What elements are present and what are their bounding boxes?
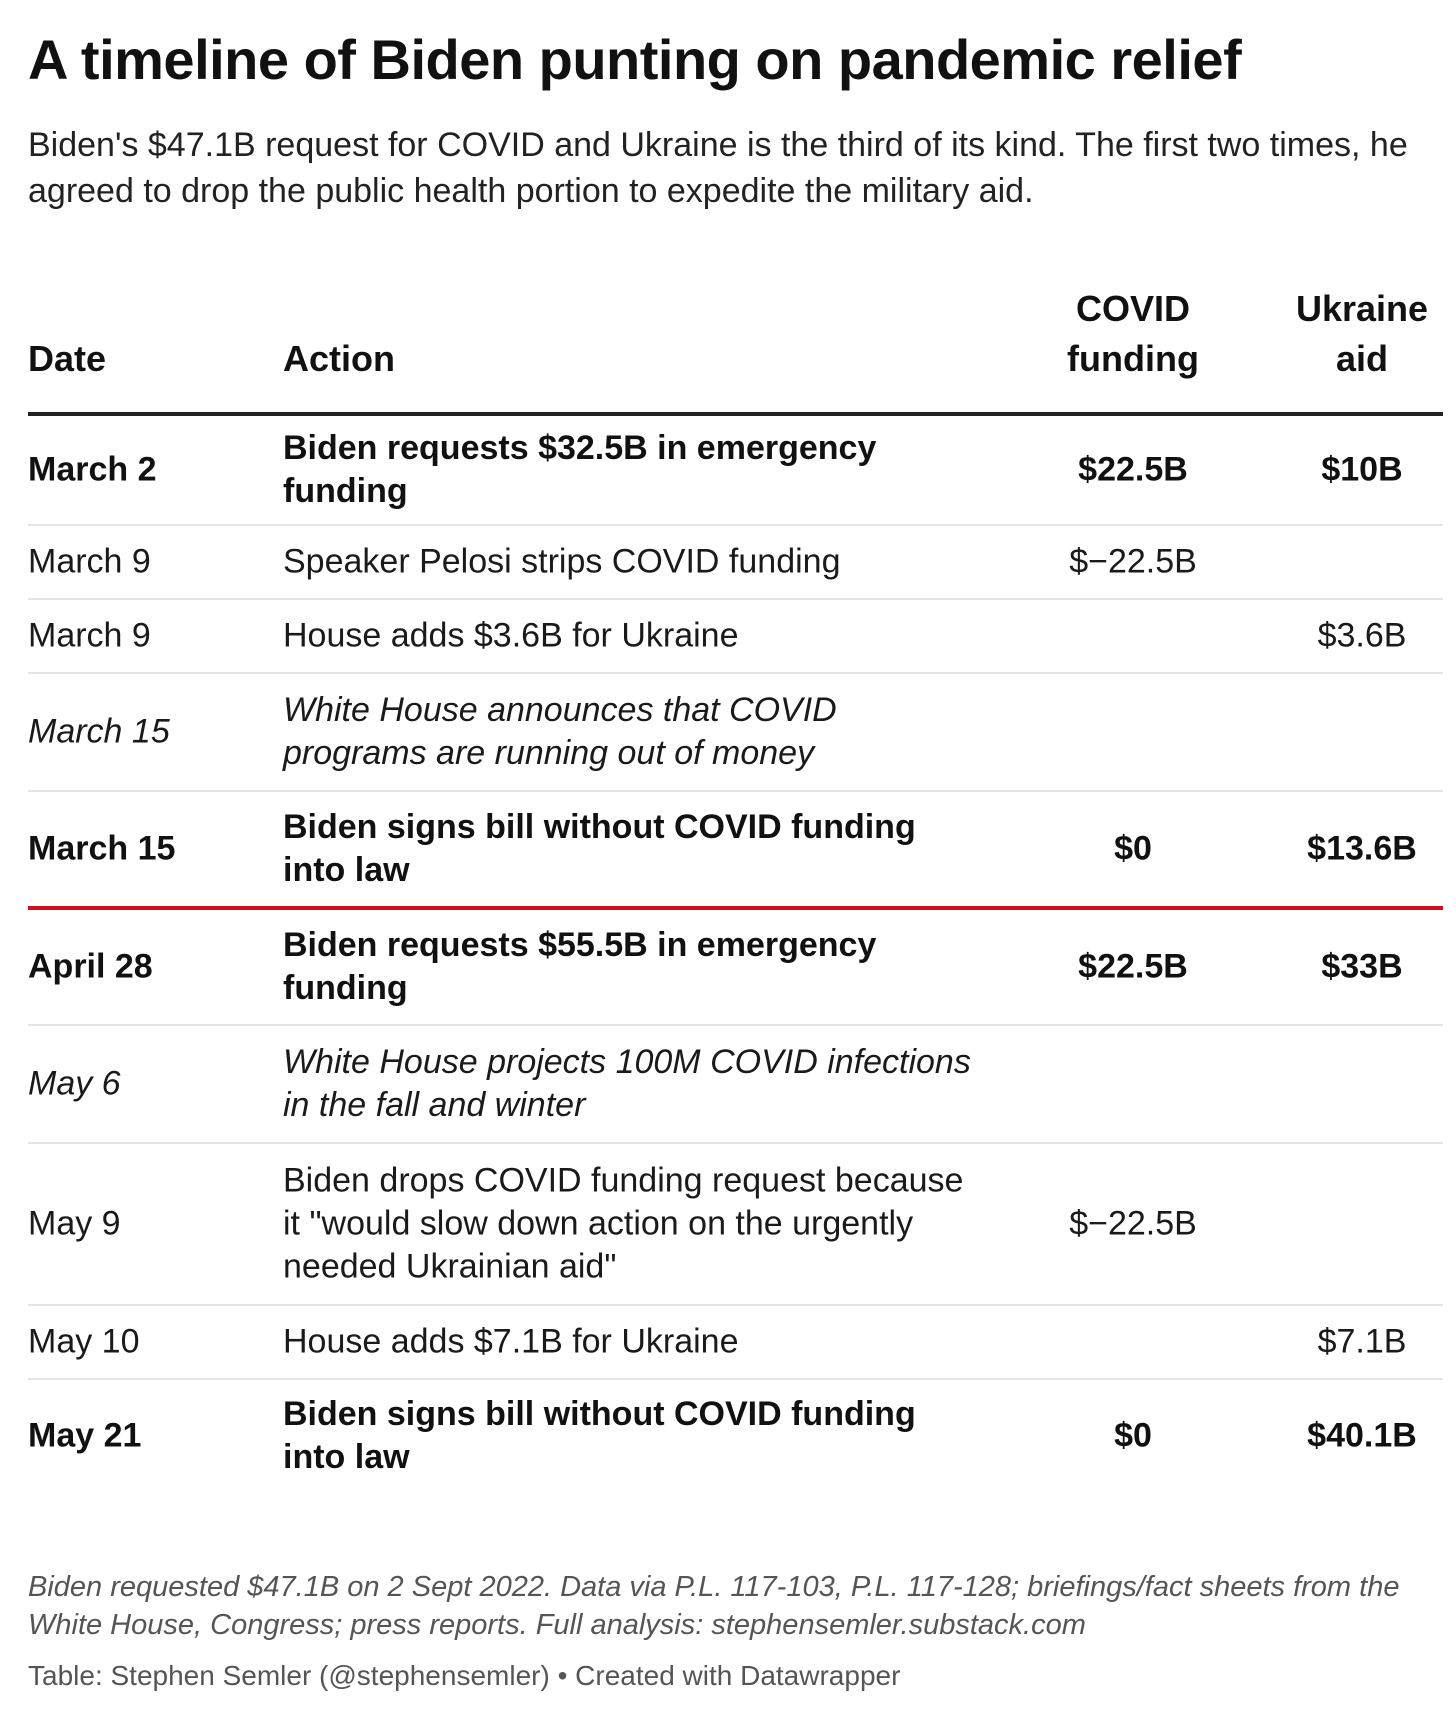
row-action: Biden requests $32.5B in emergency funding bbox=[283, 429, 877, 510]
source-notes: Biden requested $47.1B on 2 Sept 2022. Data via P.L. 117-103, P.L. 117-128; briefings/fact sheets from the White House, Congress; press reports. Full analysis: stephensemler.substack.com bbox=[28, 1571, 1400, 1641]
table-row bbox=[28, 1026, 1443, 1144]
table-row bbox=[28, 792, 1443, 910]
page-subtitle: Biden's $47.1B request for COVID and Ukraine is the third of its kind. The first two times, he agreed to drop the public health portion to expedite the military aid. bbox=[28, 126, 1408, 210]
row-ukraine-aid: $3.6B bbox=[1317, 616, 1407, 655]
row-date: May 9 bbox=[28, 1204, 121, 1243]
table-row bbox=[28, 416, 1443, 526]
table-row bbox=[28, 600, 1443, 674]
row-date: April 28 bbox=[28, 947, 153, 986]
table-header bbox=[28, 288, 1443, 416]
page-title: A timeline of Biden punting on pandemic relief bbox=[28, 28, 1242, 91]
row-action: Biden signs bill without COVID funding into law bbox=[283, 808, 916, 889]
row-ukraine-aid: $13.6B bbox=[1307, 829, 1417, 868]
row-action: White House projects 100M COVID infections in the fall and winter bbox=[283, 1043, 971, 1124]
table-row bbox=[28, 674, 1443, 792]
row-ukraine-aid: $10B bbox=[1321, 450, 1403, 489]
row-covid-funding: $0 bbox=[1114, 829, 1152, 868]
row-ukraine-aid: $7.1B bbox=[1317, 1322, 1407, 1361]
row-ukraine-aid: $33B bbox=[1321, 947, 1403, 986]
row-date: May 21 bbox=[28, 1416, 142, 1455]
table-row bbox=[28, 910, 1443, 1026]
table-row bbox=[28, 1306, 1443, 1380]
row-date: March 2 bbox=[28, 450, 157, 489]
table-row bbox=[28, 1380, 1443, 1492]
row-covid-funding: $22.5B bbox=[1078, 947, 1188, 986]
row-covid-funding: $22.5B bbox=[1078, 450, 1188, 489]
timeline-table bbox=[28, 288, 1443, 1492]
row-action: Biden signs bill without COVID funding into law bbox=[283, 1395, 916, 1476]
row-date: May 10 bbox=[28, 1322, 140, 1361]
row-action: Biden requests $55.5B in emergency funding bbox=[283, 926, 877, 1007]
column-header-covid-funding: COVID funding bbox=[1067, 288, 1199, 379]
row-covid-funding: $0 bbox=[1114, 1416, 1152, 1455]
row-date: May 6 bbox=[28, 1064, 121, 1103]
table-credit: Table: Stephen Semler (@stephensemler) • Created with Datawrapper bbox=[28, 1660, 901, 1691]
row-action: Biden drops COVID funding request because it "would slow down action on the urgently needed Ukrainian aid" bbox=[283, 1161, 964, 1286]
row-date: March 15 bbox=[28, 712, 170, 751]
row-action: House adds $7.1B for Ukraine bbox=[283, 1322, 739, 1361]
row-date: March 9 bbox=[28, 616, 151, 655]
row-covid-funding: $−22.5B bbox=[1069, 542, 1197, 581]
row-date: March 9 bbox=[28, 542, 151, 581]
row-action: White House announces that COVID programs are running out of money bbox=[283, 691, 837, 772]
table-row bbox=[28, 1144, 1443, 1306]
table-row bbox=[28, 526, 1443, 600]
row-date: March 15 bbox=[28, 829, 176, 868]
row-covid-funding: $−22.5B bbox=[1069, 1204, 1197, 1243]
column-header-date: Date bbox=[28, 338, 107, 379]
row-action: House adds $3.6B for Ukraine bbox=[283, 616, 739, 655]
column-header-ukraine-aid: Ukraine aid bbox=[1295, 288, 1429, 379]
column-header-action: Action bbox=[283, 338, 395, 379]
row-ukraine-aid: $40.1B bbox=[1307, 1416, 1417, 1455]
row-action: Speaker Pelosi strips COVID funding bbox=[283, 542, 841, 581]
